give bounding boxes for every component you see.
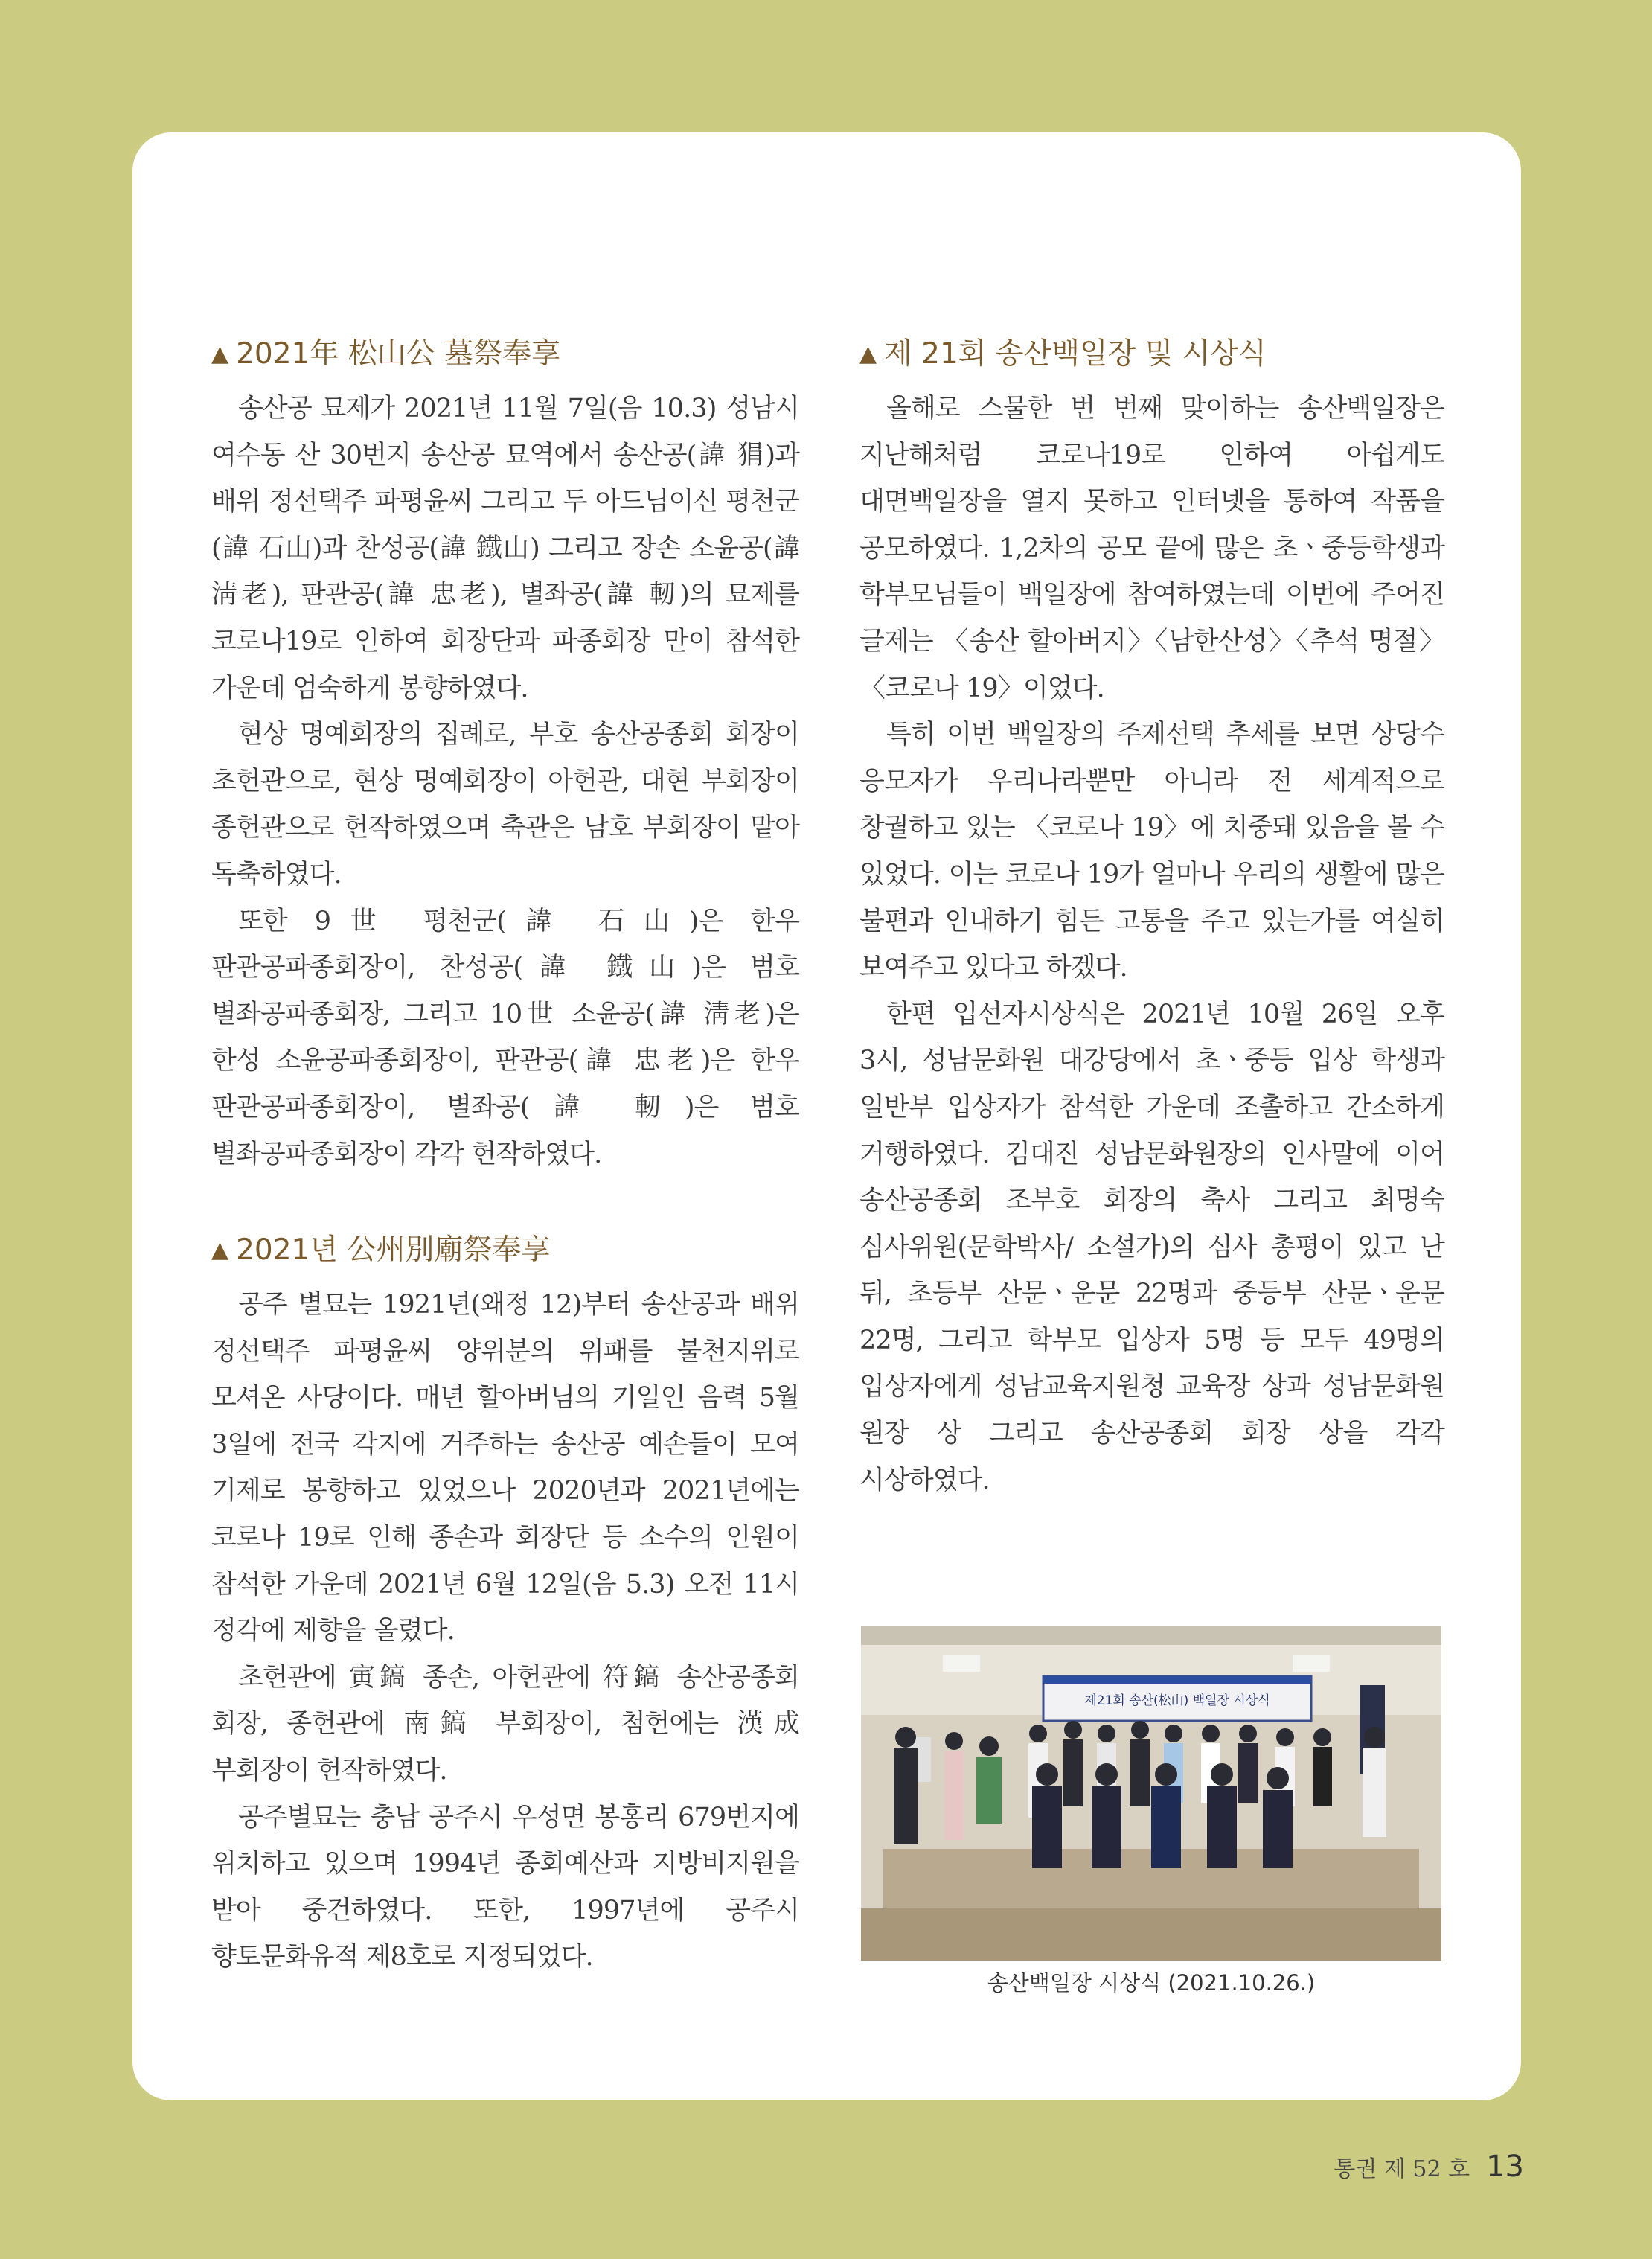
banner-text: 제21회 송산(松山) 백일장 시상식 [1084,1693,1270,1708]
paragraph: 올해로 스물한 번 번째 맞이하는 송산백일장은 지난해처럼 코로나19로 인하여 아쉽게도 대면백일장을 열지 못하고 인터넷을 통하여 작품을 공모하였다. 1,2차의 공모 끝에 많은 초ㆍ중등학생과 학부모님들이 백일장에 참여하였는데 이번에 주어진 글제는 〈송산 할아버지〉〈남한산성〉〈추석 명절〉〈코로나 19〉이었다. [859,394,1444,703]
paragraph: 현상 명예회장의 집례로, 부호 송산공종회 회장이 초헌관으로, 현상 명예회장이 아헌관, 대현 부회장이 종헌관으로 헌작하였으며 축관은 남호 부회장이 맡아 독축하였다. [211,720,799,889]
left-column [211,333,799,1981]
right-column [859,333,1444,1504]
paragraph: 특히 이번 백일장의 주제선택 추세를 보면 상당수 응모자가 우리나라뿐만 아니라 전 세계적으로 창궐하고 있는 〈코로나 19〉에 치중돼 있음을 볼 수 있었다. 이는 코로나 19가 얼마나 우리의 생활에 많은 불편과 인내하기 힘든 고통을 주고 있는가를 여실히 보여주고 있다고 하겠다. [859,720,1444,983]
page-number: 13 [1486,2150,1524,2184]
triangle-bullet-icon: ▲ [859,341,877,367]
triangle-bullet-icon: ▲ [211,341,229,367]
section-heading-tomb-ritual: ▲ 2021年 松山公 墓祭奉享 [211,337,561,371]
issue-label: 통권 제 52 호 [1334,2156,1470,2182]
photo-caption: 송산백일장 시상식 (2021.10.26.) [987,1970,1316,1996]
section-heading-writing-contest: ▲ 제 21회 송산백일장 및 시상식 [859,337,1267,371]
paragraph: 한편 입선자시상식은 2021년 10월 26일 오후 3시, 성남문화원 대강당에서 초ㆍ중등 입상 학생과 일반부 입상자가 참석한 가운데 조촐하고 간소하게 거행하였다. 김대진 성남문화원장의 인사말에 이어 송산공종회 조부호 회장의 축사 그리고 최명숙 심사위원(문학박사/ 소설가)의 심사 총평이 있고 난 뒤, 초등부 산문ㆍ운문 22명과 중등부 산문ㆍ운문 22명, 그리고 학부모 입상자 5명 등 모두 49명의 입상자에게 성남교육지원청 교육장 상과 성남문화원 원장 상 그리고 송산공종회 회장 상을 각각 시상하였다. [859,999,1444,1495]
triangle-bullet-icon: ▲ [211,1237,229,1264]
award-ceremony-photo [861,1626,1441,1961]
paragraph: 송산공 묘제가 2021년 11월 7일(음 10.3) 성남시 여수동 산 30번지 송산공 묘역에서 송산공(諱 狷)과 배위 정선택주 파평윤씨 그리고 두 아드님이신 평천군(諱 石山)과 찬성공(諱 鐵山) 그리고 장손 소윤공(諱 淸老), 판관공(諱 忠老), 별좌공(諱 軔)의 묘제를 코로나19로 인하여 회장단과 파종회장 만이 참석한 가운데 엄숙하게 봉향하였다. [211,394,799,703]
section-heading-gongju-shrine: ▲ 2021년 公州別廟祭奉享 [211,1233,551,1268]
paragraph: 초헌관에 寅鎬 종손, 아헌관에 符鎬 송산공종회 회장, 종헌관에 南鎬 부회장이, 첨헌에는 漢成 부회장이 헌작하였다. [211,1662,799,1786]
paragraph: 공주별묘는 충남 공주시 우성면 봉홍리 679번지에 위치하고 있으며 1994년 종회예산과 지방비지원을 받아 중건하였다. 또한, 1997년에 공주시 향토문화유적 제8호로 지정되었다. [211,1802,799,1972]
paragraph: 또한 9世 평천군(諱 石山)은 한우 판관공파종회장이, 찬성공(諱 鐵山)은 범호 별좌공파종회장, 그리고 10世 소윤공(諱 淸老)은 한성 소윤공파종회장이, 판관공(諱 忠老)은 한우 판관공파종회장이, 별좌공(諱 軔)은 범호 별좌공파종회장이 각각 헌작하였다. [211,906,799,1169]
paragraph: 공주 별묘는 1921년(왜정 12)부터 송산공과 배위 정선택주 파평윤씨 양위분의 위패를 불천지위로 모셔온 사당이다. 매년 할아버님의 기일인 음력 5월 3일에 전국 각지에 거주하는 송산공 예손들이 모여 기제로 봉향하고 있었으나 2020년과 2021년에는 코로나 19로 인해 종손과 회장단 등 소수의 인원이 참석한 가운데 2021년 6월 12일(음 5.3) 오전 11시 정각에 제향을 올렸다. [211,1290,799,1646]
page-footer [1334,2150,1524,2184]
